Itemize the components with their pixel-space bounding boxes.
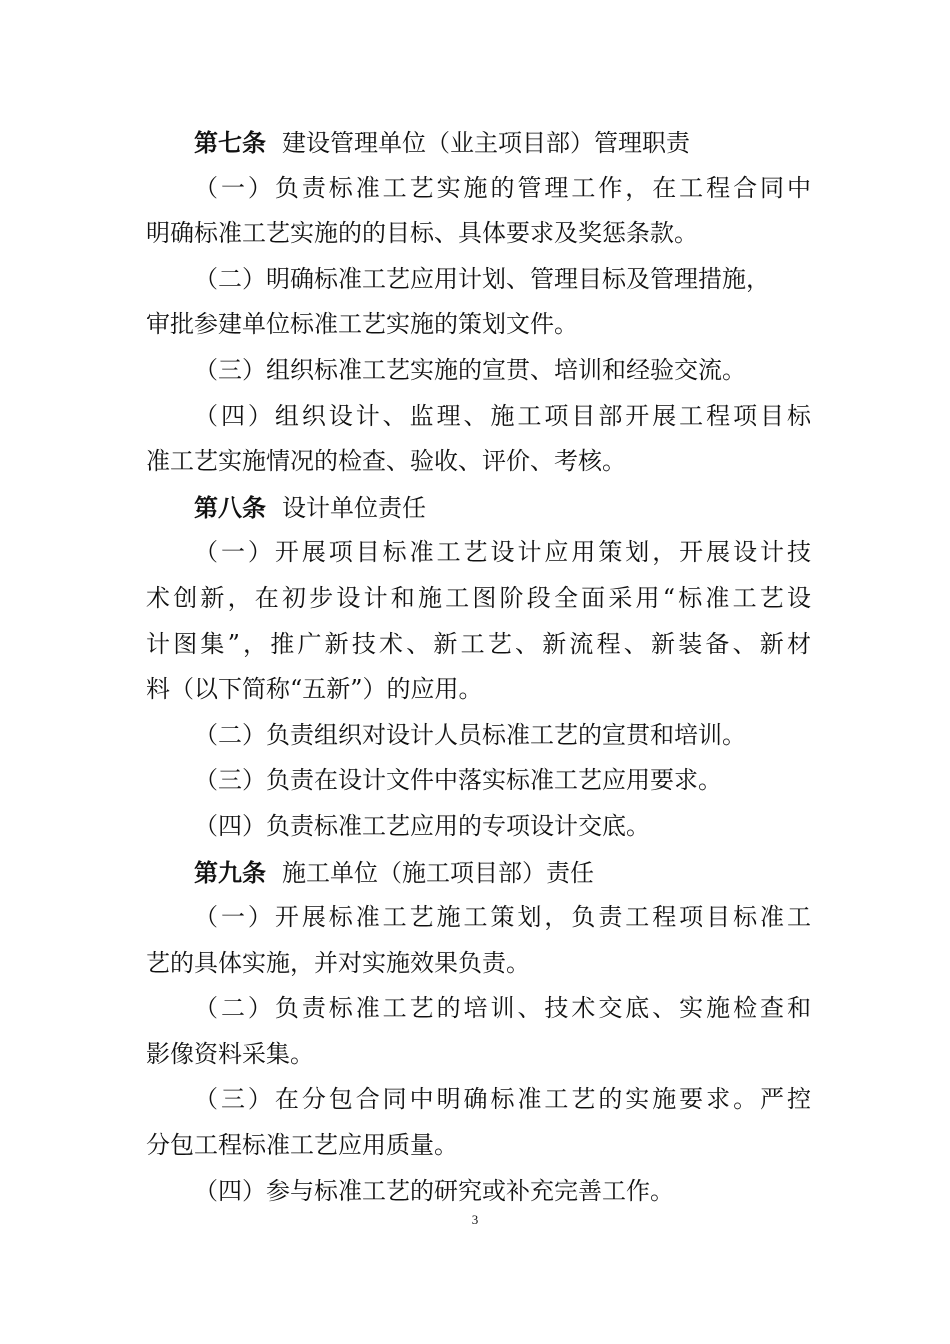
document-body [146,120,811,1214]
article-heading [146,120,811,166]
paragraph-line: （一）开展标准工艺施工策划，负责工程项目标准工 [194,903,811,932]
article-heading [146,850,811,896]
paragraph-line: （三）在分包合同中明确标准工艺的实施要求。严控 [194,1085,811,1114]
paragraph-line: 艺的具体实施，并对实施效果负责。 [146,948,530,977]
article-title: 施工单位（施工项目部）责任 [282,858,594,887]
paragraph-line: 准工艺实施情况的检查、验收、评价、考核。 [146,447,626,476]
article-label: 第八条 [194,492,266,522]
paragraph-line: （四）组织设计、监理、施工项目部开展工程项目标 [194,401,811,430]
paragraph-line: （四）负责标准工艺应用的专项设计交底。 [194,811,650,840]
page-number: 3 [471,1212,479,1227]
paragraph-line: 料（以下简称“五新”）的应用。 [146,675,483,704]
paragraph-line: 分包工程标准工艺应用质量。 [146,1131,458,1160]
article-title: 设计单位责任 [282,493,426,522]
paragraph-line: （三）负责在设计文件中落实标准工艺应用要求。 [194,766,722,795]
paragraph-line: （一）负责标准工艺实施的管理工作，在工程合同中 [194,173,811,202]
paragraph-line: （三）组织标准工艺实施的宣贯、培训和经验交流。 [194,355,746,384]
paragraph-line: （一）开展项目标准工艺设计应用策划，开展设计技 [194,538,811,567]
paragraph-line: 影像资料采集。 [146,1039,314,1068]
article-title: 建设管理单位（业主项目部）管理职责 [282,129,690,157]
paragraph-line: 明确标准工艺实施的的目标、具体要求及奖惩条款。 [146,219,698,248]
paragraph-line: 计图集”，推广新技术、新工艺、新流程、新装备、新材 [146,629,811,658]
paragraph-line: （二）明确标准工艺应用计划、管理目标及管理措施， [194,264,770,293]
article-label: 第九条 [194,857,266,887]
paragraph-line: （二）负责标准工艺的培训、技术交底、实施检查和 [194,994,811,1023]
article-label: 第七条 [194,128,266,157]
paragraph-line: 术创新，在初步设计和施工图阶段全面采用“标准工艺设 [146,583,811,612]
article-heading [146,485,811,531]
paragraph-line: （四）参与标准工艺的研究或补充完善工作。 [194,1176,674,1205]
paragraph-line: 审批参建单位标准工艺实施的策划文件。 [146,310,578,339]
paragraph-line: （二）负责组织对设计人员标准工艺的宣贯和培训。 [194,720,746,749]
